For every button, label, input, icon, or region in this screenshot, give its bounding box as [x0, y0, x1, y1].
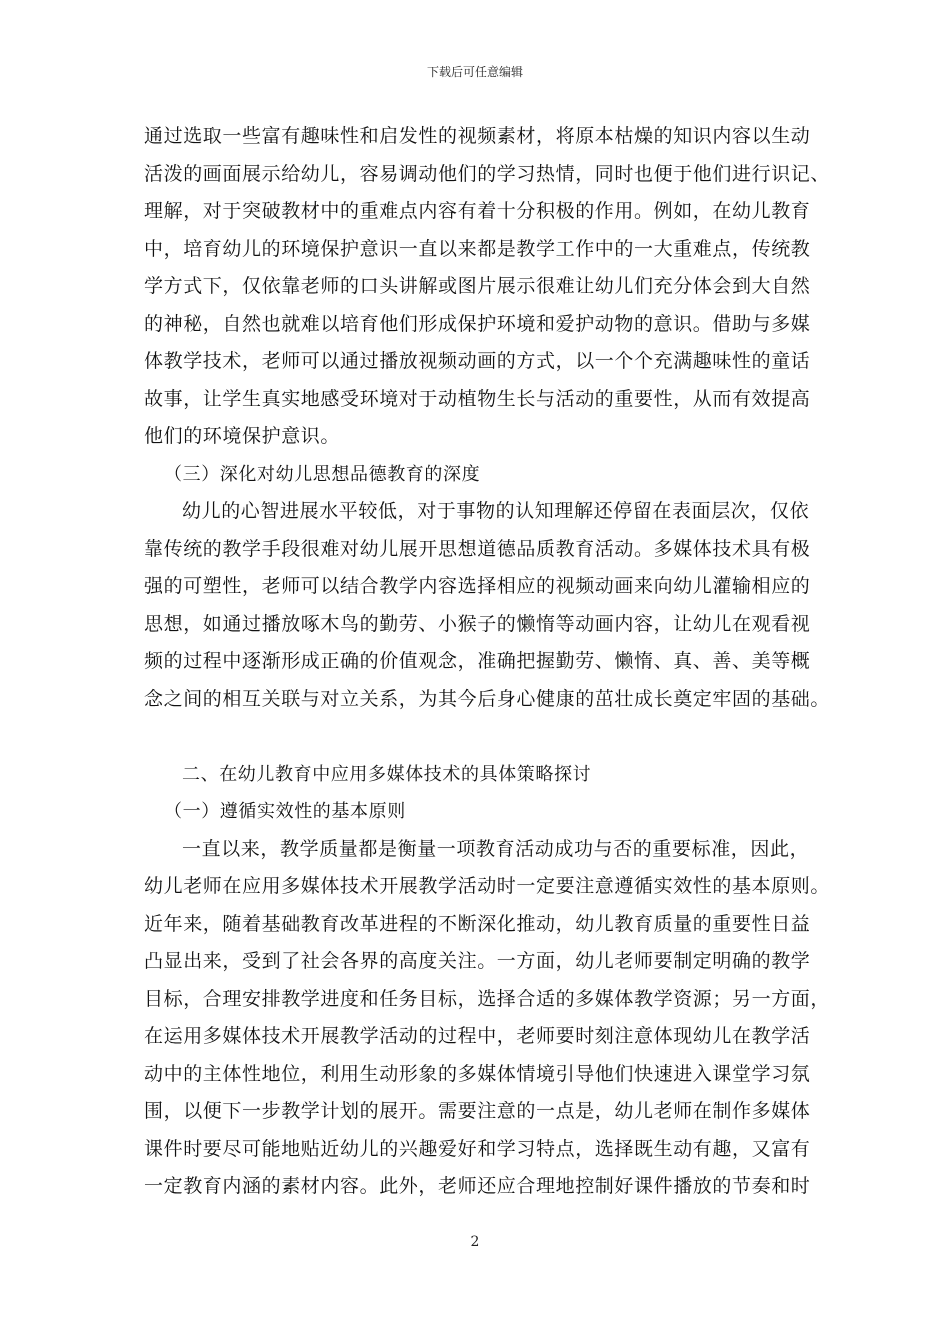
paragraph-line: 念之间的相互关联与对立关系，为其今后身心健康的茁壮成长奠定牢固的基础。 [144, 687, 831, 710]
paragraph-line: 活泼的画面展示给幼儿，容易调动他们的学习热情，同时也便于他们进行识记、 [144, 162, 831, 185]
paragraph-line: 在运用多媒体技术开展教学活动的过程中，老师要时刻注意体现幼儿在教学活 [144, 1025, 811, 1047]
paragraph-line: 思想，如通过播放啄木鸟的勤劳、小猴子的懒惰等动画内容，让幼儿在观看视 [144, 612, 811, 635]
paragraph-line: 理解，对于突破教材中的重难点内容有着十分积极的作用。例如，在幼儿教育 [144, 200, 811, 222]
section-heading-2-1: （一）遵循实效性的基本原则 [164, 801, 406, 822]
paragraph-line: 故事，让学生真实地感受环境对于动植物生长与活动的重要性，从而有效提高 [144, 387, 811, 410]
paragraph-line: 近年来，随着基础教育改革进程的不断深化推动，幼儿教育质量的重要性日益 [144, 912, 811, 935]
paragraph-line: 频的过程中逐渐形成正确的价值观念，准确把握勤劳、懒惰、真、善、美等概 [144, 650, 811, 672]
paragraph-line: 他们的环境保护意识。 [144, 425, 341, 447]
section-heading-2: 二、在幼儿教育中应用多媒体技术的具体策略探讨 [182, 763, 592, 785]
paragraph-line: 一直以来，教学质量都是衡量一项教育活动成功与否的重要标准，因此， [182, 837, 810, 860]
page-header: 下载后可任意编辑 [426, 65, 523, 79]
paragraph-line: 动中的主体性地位，利用生动形象的多媒体情境引导他们快速进入课堂学习氛 [144, 1062, 811, 1085]
paragraph-line: 幼儿老师在应用多媒体技术开展教学活动时一定要注意遵循实效性的基本原则。 [144, 875, 831, 897]
paragraph-line: 目标，合理安排教学进度和任务目标，选择合适的多媒体教学资源；另一方面， [144, 987, 831, 1010]
paragraph-line: 一定教育内涵的素材内容。此外，老师还应合理地控制好课件播放的节奏和时 [144, 1175, 811, 1197]
paragraph-line: 学方式下，仅依靠老师的口头讲解或图片展示很难让幼儿们充分体会到大自然 [144, 275, 811, 297]
page-number: 2 [470, 1234, 480, 1250]
paragraph-line: 强的可塑性，老师可以结合教学内容选择相应的视频动画来向幼儿灌输相应的 [144, 575, 811, 597]
paragraph-line: 凸显出来，受到了社会各界的高度关注。一方面，幼儿老师要制定明确的教学 [144, 950, 811, 972]
section-heading-3: （三）深化对幼儿思想品德教育的深度 [164, 463, 481, 485]
document-body [144, 118, 831, 1206]
paragraph-line: 通过选取一些富有趣味性和启发性的视频素材，将原本枯燥的知识内容以生动 [144, 125, 811, 147]
paragraph-line: 靠传统的教学手段很难对幼儿展开思想道德品质教育活动。多媒体技术具有极 [144, 537, 811, 560]
paragraph-line: 中，培育幼儿的环境保护意识一直以来都是教学工作中的一大重难点，传统教 [144, 237, 811, 260]
paragraph-line: 课件时要尽可能地贴近幼儿的兴趣爱好和学习特点，选择既生动有趣，又富有 [144, 1137, 811, 1160]
paragraph-line: 的神秘，自然也就难以培育他们形成保护环境和爱护动物的意识。借助与多媒 [144, 312, 811, 335]
blank-line [144, 718, 806, 756]
paragraph-line: 体教学技术，老师可以通过播放视频动画的方式，以一个个充满趣味性的童话 [144, 350, 811, 372]
paragraph-line: 幼儿的心智进展水平较低，对于事物的认知理解还停留在表面层次，仅依 [182, 500, 810, 522]
paragraph-line: 围，以便下一步教学计划的展开。需要注意的一点是，幼儿老师在制作多媒体 [144, 1100, 811, 1122]
